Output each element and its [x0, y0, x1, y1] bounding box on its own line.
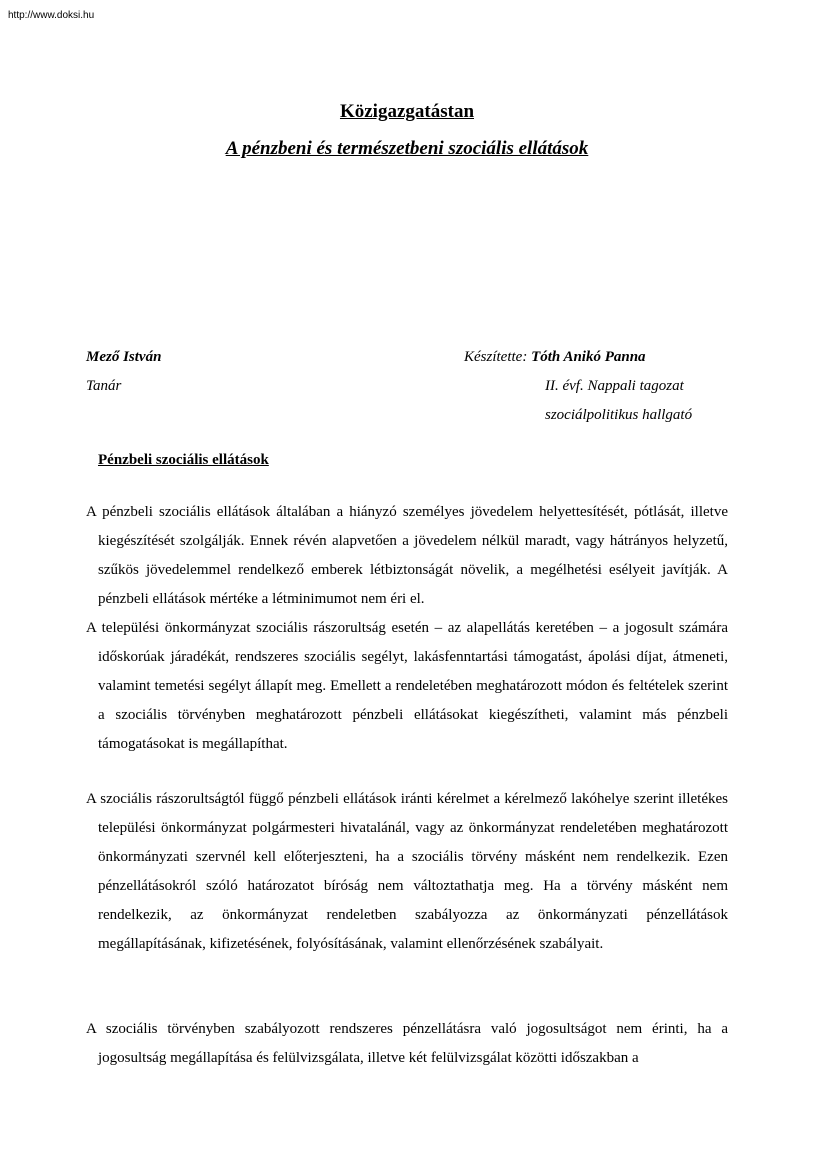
teacher-name: Mező István	[86, 349, 162, 365]
source-url[interactable]: http://www.doksi.hu	[8, 10, 95, 21]
paragraph-2: A települési önkormányzat szociális rászorultság esetén – az alapellátás keretében – a jogosult számára időskorúak járadékát, rendszeres szociális segélyt, lakásfenntartási támogatást, ápolási díjat, átmeneti, valamint temetési segélyt állapít meg. Emellett a rendeletében meghatározott módon és feltételek szerint a szociális törvényben meghatározott pénzbeli ellátásokat kiegészítheti, valamint más pénzbeli támogatásokat is megállapíthat.	[86, 620, 728, 752]
author-label: Készítette:	[464, 349, 528, 365]
paragraph-4: A szociális törvényben szabályozott rendszeres pénzellátásra való jogosultságot nem érinti, ha a jogosultság megállapítása és felülvizsgálata, illetve két felülvizsgálat közötti időszakban a	[86, 1021, 728, 1066]
teacher-role: Tanár	[86, 378, 122, 394]
author-name: Tóth Anikó Panna	[531, 349, 646, 365]
paragraph-3: A szociális rászorultságtól függő pénzbeli ellátások iránti kérelmet a kérelmező lakóhelye szerint illetékes települési önkormányzat polgármesteri hivatalánál, vagy az önkormányzat rendeletében meghatározott önkormányzati szervnél kell előterjeszteni, ha a szociális törvény másként nem rendelkezik. Ezen pénzellátásokról szóló határozatot bíróság nem változtathatja meg. Ha a törvény másként nem rendelkezik, az önkormányzat rendeletben szabályozza az önkormányzati pénzellátások megállapításának, kifizetésének, folyósításának, valamint ellenőrzésének szabályait.	[86, 791, 728, 952]
author-year: II. évf. Nappali tagozat	[545, 378, 684, 394]
document-title: Közigazgatástan	[339, 101, 475, 122]
author-program: szociálpolitikus hallgató	[545, 407, 693, 423]
paragraph-1: A pénzbeli szociális ellátások általában a hiányzó személyes jövedelem helyettesítését, pótlását, illetve kiegészítését szolgálják. Ennek révén alapvetően a jövedelem nélkül maradt, vagy hátrányos helyzetű, szűkös jövedelemmel rendelkező emberek létbiztonságát növelik, a megélhetési esélyeit javítják. A pénzbeli ellátások mértéke a létminimumot nem éri el.	[86, 504, 728, 607]
section-heading: Pénzbeli szociális ellátások	[98, 452, 269, 468]
document-subtitle: A pénzbeni és természetbeni szociális ellátások	[225, 138, 589, 159]
